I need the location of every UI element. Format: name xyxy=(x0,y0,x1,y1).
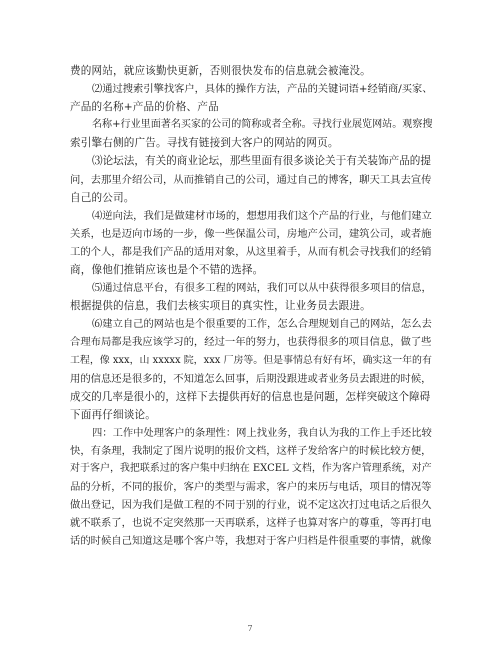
text-line: 就不联系了，也说不定突然那一天再联系，这样子也算对客户的尊重，等再打电 xyxy=(70,517,432,530)
text-line: 用的信息还是很多的，不知道怎么回事，后期没跟进或者业务员去跟进的时候， xyxy=(70,372,432,385)
text-line: 产品的名称+产品的价格、产品 xyxy=(70,101,219,114)
text-line: 自己的公司。 xyxy=(70,191,135,204)
text-line: 下面再仔细谈论。 xyxy=(70,408,156,421)
text-line: ⑹建立自己的网站也是个很重要的工作，怎么合理规划自己的网站，怎么去 xyxy=(92,318,432,331)
page-number: 7 xyxy=(247,624,253,633)
text-line: 四：工作中处理客户的条理性：网上找业务，我自认为我的工作上手还比较 xyxy=(92,426,432,439)
text-line: ⑷逆向法，我们是做建材市场的，想想用我们这个产品的行业，与他们建立 xyxy=(92,209,432,222)
text-line: 关系，也是迈向市场的一步，像一些保温公司，房地产公司，建筑公司，或者施 xyxy=(70,227,432,240)
text-line: 品的分析，不同的报价，客户的类型与需求，客户的来历与电话，项目的情况等 xyxy=(70,481,432,494)
text-line: ⑸通过信息平台，有很多工程的网站，我们可以从中获得很多项目的信息， xyxy=(92,282,432,295)
text-line: 问，去那里介绍公司，从而推销自己的公司，通过自己的博客，聊天工具去宣传 xyxy=(70,173,432,186)
text-line: 对于客户，我把联系过的客户集中归纳在 EXCEL 文档，作为客户管理系统，对产 xyxy=(70,463,432,475)
text-line: 名称+行业里面著名买家的公司的简称或者全称。寻找行业展览网站。观察搜 xyxy=(92,119,433,131)
text-line: ⑶论坛法，有关的商业论坛，那些里面有很多谈论关于有关装饰产品的提 xyxy=(92,155,431,168)
document-body xyxy=(70,62,432,551)
text-line: 工程，像 xxx，山 xxxxx 院，xxx 厂房等。但是事情总有好有坏，确实这一年的有 xyxy=(70,354,432,366)
text-line: 成交的几率是很小的，这样下去提供再好的信息也是问题，怎样突破这个障碍 xyxy=(70,390,431,403)
text-line: 快，有条理，我制定了图片说明的报价文档，这样子发给客户的时候比较方便， xyxy=(70,444,432,457)
text-line: 话的时候自己知道这是哪个客户等，我想对于客户归档是件很重要的事情，就像 xyxy=(70,535,432,548)
text-line: 索引擎右侧的广告。寻找有链接到大客户的网站的网页。 xyxy=(70,137,339,150)
text-line: 做出登记，因为我们是做工程的不同于别的行业，说不定这次打过电话之后很久 xyxy=(70,499,432,512)
text-line: ⑵通过搜索引擎找客户，具体的操作方法，产品的关键词语+经销商/买家、 xyxy=(92,83,433,96)
text-line: 商，像他们推销应该也是个不错的选择。 xyxy=(70,264,264,277)
text-line: 合理布局都是我应该学习的，经过一年的努力，也获得很多的项目信息，做了些 xyxy=(70,336,432,349)
text-line: 费的网站，就应该勤快更新，否则很快发布的信息就会被淹没。 xyxy=(70,65,371,77)
text-line: 根据提供的信息，我们去核实项目的真实性，让业务员去跟进。 xyxy=(70,300,371,313)
text-line: 工的个人，都是我们产品的适用对象，从这里着手，从而有机会寻找我们的经销 xyxy=(70,245,432,258)
